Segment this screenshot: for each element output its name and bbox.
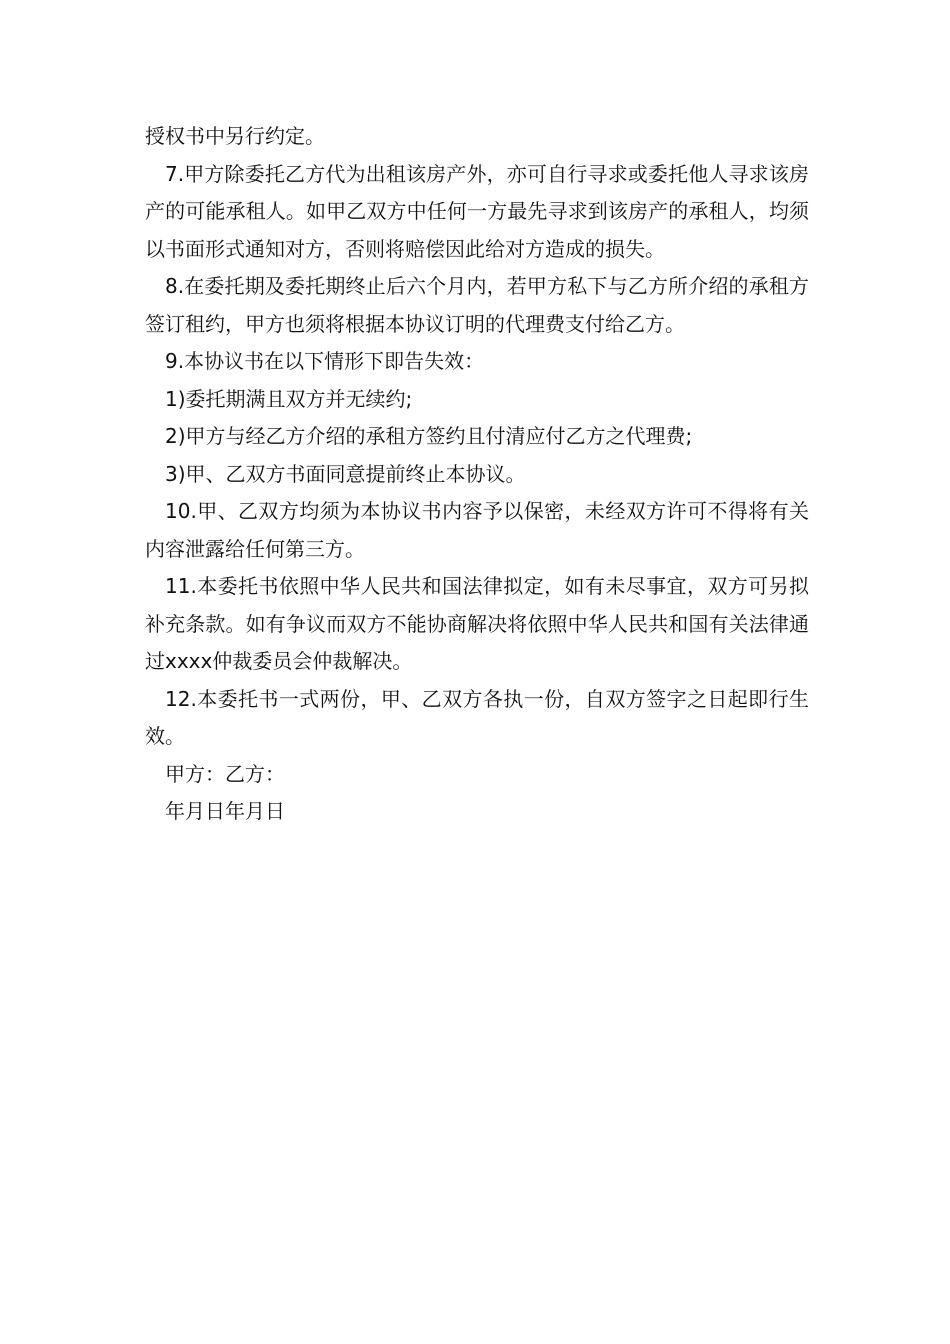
document-body [145, 118, 809, 831]
clause-12: 12.本委托书一式两份，甲、乙双方各执一份，自双方签字之日起即行生效。 [145, 686, 809, 748]
clause-9: 9.本协议书在以下情形下即告失效： [165, 349, 485, 373]
signature-parties: 甲方：乙方： [165, 761, 285, 786]
signature-dates: 年月日年月日 [165, 799, 285, 823]
clause-7: 7.甲方除委托乙方代为出租该房产外，亦可自行寻求或委托他人寻求该房产的可能承租人。如甲乙双方中任何一方最先寻求到该房产的承租人，均须以书面形式通知对方，否则将赔偿因此给对方造成的损失。 [145, 161, 809, 261]
clause-9-item-1: 1)委托期满且双方并无续约; [165, 386, 413, 411]
clause-8: 8.在委托期及委托期终止后六个月内，若甲方私下与乙方所介绍的承租方签订租约，甲方也须将根据本协议订明的代理费支付给乙方。 [145, 274, 809, 336]
paragraph-continuation: 授权书中另行约定。 [145, 124, 325, 148]
clause-9-item-2: 2)甲方与经乙方介绍的承租方签约且付清应付乙方之代理费; [165, 424, 693, 448]
clause-10: 10.甲、乙双方均须为本协议书内容予以保密，未经双方许可不得将有关内容泄露给任何第三方。 [145, 499, 809, 561]
clause-11: 11.本委托书依照中华人民共和国法律拟定，如有未尽事宜，双方可另拟补充条款。如有争议而双方不能协商解决将依照中华人民共和国有关法律通过xxxx仲裁委员会仲裁解决。 [145, 574, 809, 673]
clause-9-item-3: 3)甲、乙双方书面同意提前终止本协议。 [165, 461, 526, 486]
